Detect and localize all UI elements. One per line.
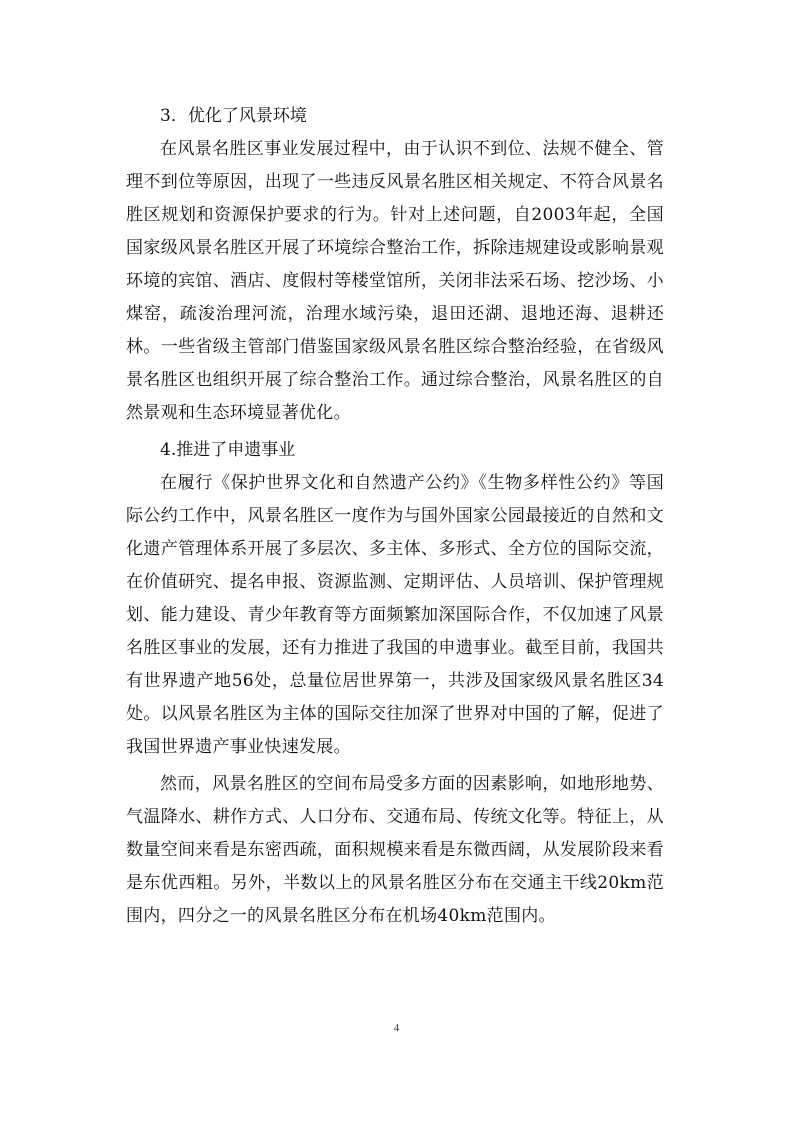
page-body bbox=[126, 100, 664, 933]
paragraph-spatial-layout: 然而，风景名胜区的空间布局受多方面的因素影响，如地形地势、气温降水、耕作方式、人口分布、交通布局、传统文化等。特征上，从数量空间来看是东密西疏，面积规模来看是东微西阔，从发展阶段来看是东优西粗。另外，半数以上的风景名胜区分布在交通主干线20km范围内，四分之一的风景名胜区分布在机场40km范围内。 bbox=[126, 774, 664, 926]
page-number: 4 bbox=[393, 1022, 400, 1034]
section-heading-3: 3．优化了风景环境 bbox=[160, 106, 307, 126]
section-heading-4: 4.推进了申遗事业 bbox=[160, 440, 296, 460]
paragraph-environment-optimization: 在风景名胜区事业发展过程中，由于认识不到位、法规不健全、管理不到位等原因，出现了一些违反风景名胜区相关规定、不符合风景名胜区规划和资源保护要求的行为。针对上述问题，自2003年起，全国国家级风景名胜区开展了环境综合整治工作，拆除违规建设或影响景观环境的宾馆、酒店、度假村等楼堂馆所，关闭非法采石场、挖沙场、小煤窑，疏浚治理河流，治理水域污染，退田还湖、退地还海、退耕还林。一些省级主管部门借鉴国家级风景名胜区综合整治经验，在省级风景名胜区也组织开展了综合整治工作。通过综合整治，风景名胜区的自然景观和生态环境显著优化。 bbox=[126, 139, 664, 423]
paragraph-world-heritage: 在履行《保护世界文化和自然遗产公约》《生物多样性公约》等国际公约工作中，风景名胜区一度作为与国外国家公园最接近的自然和文化遗产管理体系开展了多层次、多主体、多形式、全方位的国际交流，在价值研究、提名申报、资源监测、定期评估、人员培训、保护管理规划、能力建设、青少年教育等方面频繁加深国际合作，不仅加速了风景名胜区事业的发展，还有力推进了我国的申遗事业。截至目前，我国共有世界遗产地56处，总量位居世界第一，共涉及国家级风景名胜区34处。以风景名胜区为主体的国际交往加深了世界对中国的了解，促进了我国世界遗产事业快速发展。 bbox=[126, 473, 664, 757]
